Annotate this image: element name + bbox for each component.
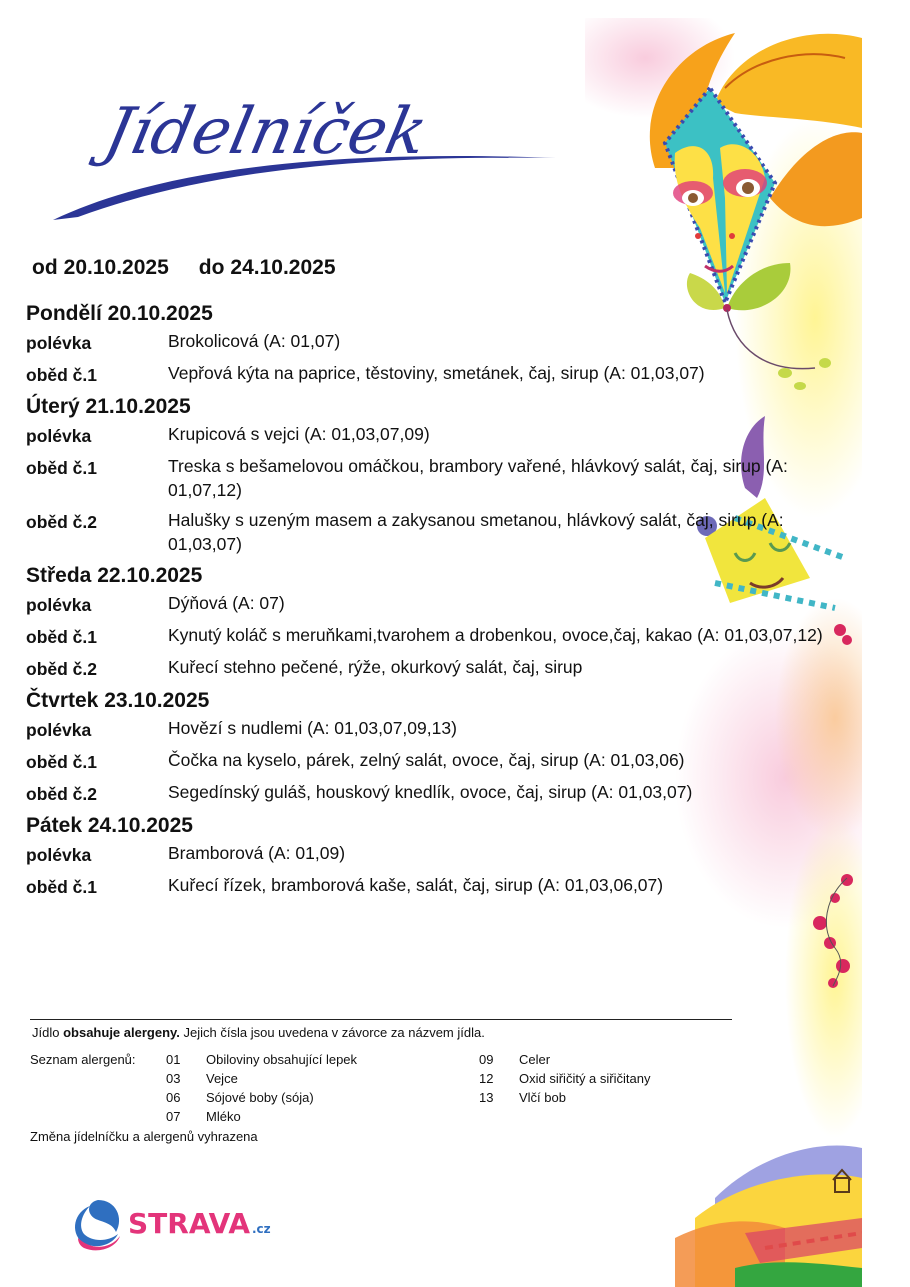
menu-row [26,716,866,742]
day-heading: Úterý 21.10.2025 [26,395,191,418]
meal-dish: Kuřecí stehno pečené, rýže, okurkový salát, čaj, sirup [168,657,583,677]
allergen-item [166,1107,479,1126]
allergen-name: Vlčí bob [519,1090,566,1105]
menu-row [26,361,866,387]
meal-dish: Krupicová s vejci (A: 01,03,07,09) [168,424,430,444]
title-text: Jídelníček [98,95,434,169]
date-range [32,256,342,280]
menu-row [26,591,866,617]
strava-logo-icon [68,1196,124,1252]
allergen-name: Obiloviny obsahující lepek [206,1052,358,1067]
meal-label: oběd č.1 [26,458,97,478]
meal-dish: Halušky s uzeným masem a zakysanou smetanou, hlávkový salát, čaj, sirup (A: 01,03,07) [168,510,784,554]
day-tuesday [26,393,866,556]
menu-row [26,623,866,649]
allergen-list [30,1050,870,1126]
allergen-name: Mléko [206,1109,241,1124]
meal-dish: Dýňová (A: 07) [168,593,285,613]
allergen-code: 01 [166,1052,181,1067]
meal-dish: Kuřecí řízek, bramborová kaše, salát, čaj, sirup (A: 01,03,06,07) [168,875,664,895]
meal-dish: Hovězí s nudlemi (A: 01,03,07,09,13) [168,718,457,738]
to-label: do [198,256,225,279]
allergen-column-right [479,1050,792,1126]
day-monday [26,300,866,387]
allergen-name: Oxid siřičitý a siřičitany [519,1071,651,1086]
allergen-column-left [166,1050,479,1126]
allergen-item [166,1050,479,1069]
menu-row [26,655,866,681]
menu-row [26,454,866,502]
menu-row [26,841,866,867]
allergen-name: Vejce [206,1071,238,1086]
divider [30,1019,732,1020]
note-prefix: Jídlo [32,1025,60,1040]
meal-label: oběd č.2 [26,659,97,679]
page-title [48,55,568,230]
day-heading: Pondělí 20.10.2025 [26,302,213,325]
meal-label: polévka [26,426,92,446]
from-date: 20.10.2025 [63,256,169,279]
meal-dish: Bramborová (A: 01,09) [168,843,346,863]
meal-dish: Vepřová kýta na paprice, těstoviny, smetánek, čaj, sirup (A: 01,03,07) [168,363,705,383]
meal-dish: Čočka na kyselo, párek, zelný salát, ovoce, čaj, sirup (A: 01,03,06) [168,750,685,770]
day-friday [26,812,866,899]
change-note: Změna jídelníčku a alergenů vyhrazena [30,1129,258,1144]
allergen-item [479,1050,792,1069]
meal-dish: Treska s bešamelovou omáčkou, brambory vařené, hlávkový salát, čaj, sirup (A: 01,07,12) [168,456,788,500]
menu-row [26,780,866,806]
logo-tld: .cz [252,1222,271,1236]
menu-row [26,873,866,899]
weekly-menu [26,300,866,905]
footer [30,1019,870,1146]
menu-row [26,422,866,448]
meal-dish: Kynutý koláč s meruňkami,tvarohem a drobenkou, ovoce,čaj, kakao (A: 01,03,07,12) [168,625,823,645]
note-bold: obsahuje alergeny. [63,1025,180,1040]
allergen-note [32,1024,870,1042]
allergen-code: 09 [479,1052,494,1067]
meal-label: oběd č.2 [26,512,97,532]
allergen-item [166,1069,479,1088]
logo-wordmark: STRAVA [128,1207,251,1240]
strava-logo [68,1196,271,1252]
menu-row [26,748,866,774]
meal-label: oběd č.1 [26,365,97,385]
day-wednesday [26,562,866,681]
allergen-code: 03 [166,1071,181,1086]
meal-label: polévka [26,595,92,615]
meal-label: oběd č.1 [26,627,97,647]
allergen-item [479,1088,792,1107]
from-label: od [32,256,58,279]
note-suffix: Jejich čísla jsou uvedena v závorce za názvem jídla. [183,1025,485,1040]
allergen-code: 13 [479,1090,494,1105]
day-heading: Pátek 24.10.2025 [26,814,193,837]
allergen-code: 12 [479,1071,494,1086]
menu-row [26,329,866,355]
allergen-item [479,1069,792,1088]
meal-dish: Segedínský guláš, houskový knedlík, ovoce, čaj, sirup (A: 01,03,07) [168,782,693,802]
meal-label: polévka [26,845,92,865]
to-date: 24.10.2025 [230,256,336,279]
allergen-code: 06 [166,1090,181,1105]
day-heading: Čtvrtek 23.10.2025 [26,689,210,712]
allergen-item [166,1088,479,1107]
meal-label: oběd č.1 [26,877,97,897]
day-heading: Středa 22.10.2025 [26,564,203,587]
meal-label: polévka [26,333,92,353]
day-thursday [26,687,866,806]
allergen-caption: Seznam alergenů: [30,1052,136,1067]
meal-label: oběd č.2 [26,784,97,804]
allergen-name: Sójové boby (sója) [206,1090,314,1105]
meal-dish: Brokolicová (A: 01,07) [168,331,341,351]
allergen-code: 07 [166,1109,181,1124]
meal-label: oběd č.1 [26,752,97,772]
menu-row [26,508,866,556]
meal-label: polévka [26,720,92,740]
allergen-name: Celer [519,1052,551,1067]
